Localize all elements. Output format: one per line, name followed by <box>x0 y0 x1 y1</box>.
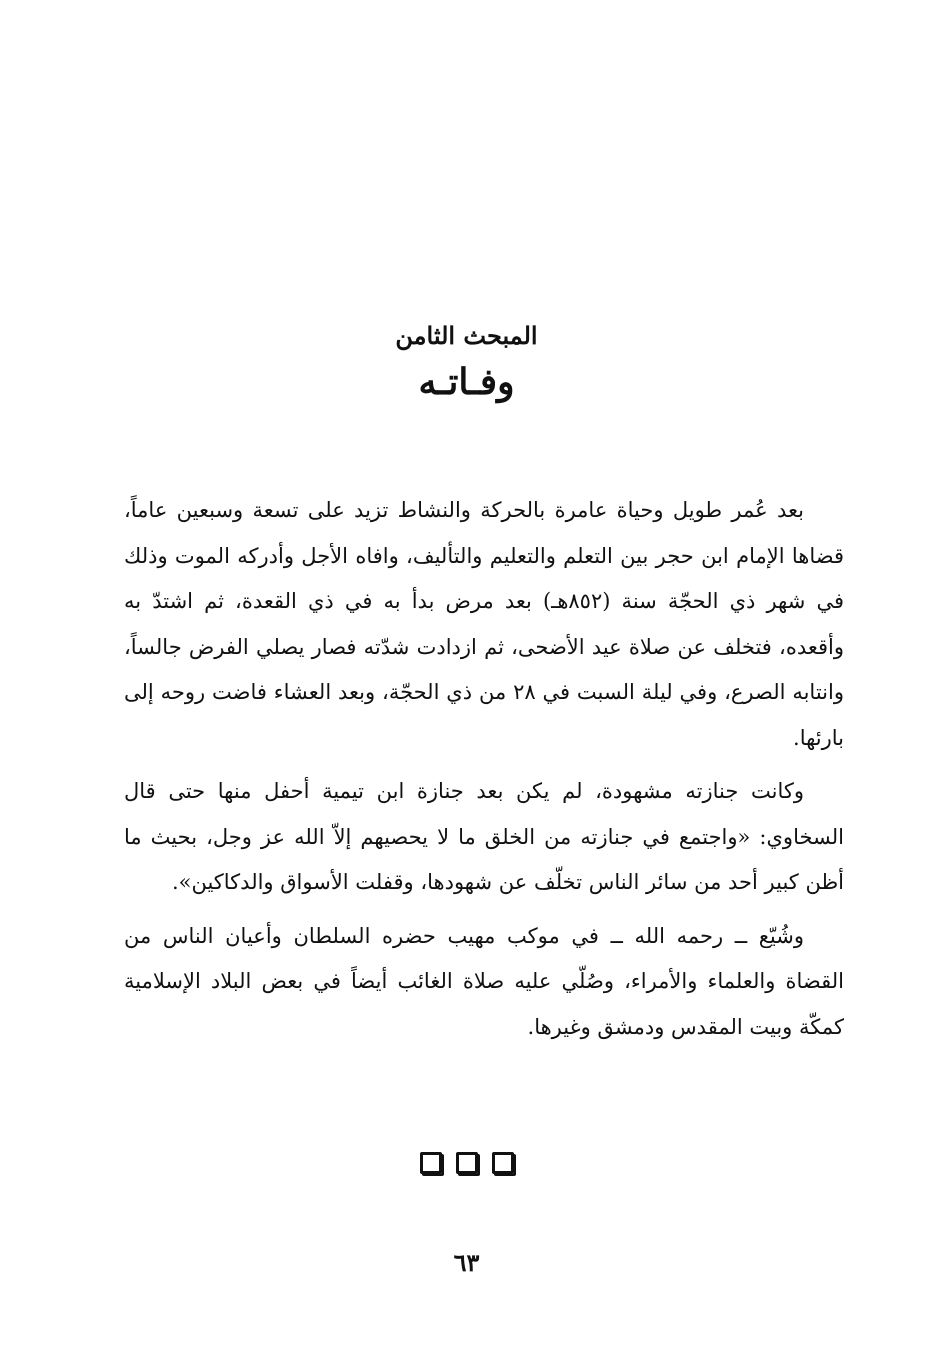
page-number: ٦٣ <box>453 1248 480 1277</box>
section-title: وفـاتـه <box>418 361 515 403</box>
section-separator <box>0 1152 933 1174</box>
paragraph-1: بعد عُمر طويل وحياة عامرة بالحركة والنشاط تزيد على تسعة وسبعين عاماً، قضاها الإمام ابن حجر بين التعلم والتعليم والتأليف، وافاه الأجل وأدركه الموت وذلك في شهر ذي الحجّة سنة (٨٥٢هـ) بعد مرض بدأ به في ذي القعدة، ثم اشتدّ به وأقعده، فتخلف عن صلاة عيد الأضحى، ثم ازدادت شدّته فصار يصلي الفرض جالساً، وانتابه الصرع، وفي ليلة السبت في ٢٨ من ذي الحجّة، وبعد العشاء فاضت روحه إلى بارئها. <box>124 498 844 750</box>
paragraph-3: وشُيّع ــ رحمه الله ــ في موكب مهيب حضره السلطان وأعيان الناس من القضاة والعلماء والأمراء، وصُلّي عليه صلاة الغائب أيضاً في بعض البلاد الإسلامية كمكّة وبيت المقدس ودمشق وغيرها. <box>124 923 844 1039</box>
separator-square-icon <box>420 1152 442 1174</box>
separator-square-icon <box>492 1152 514 1174</box>
chapter-heading <box>0 318 933 408</box>
section-label: المبحث الثامن <box>395 321 538 350</box>
paragraph-2: وكانت جنازته مشهودة، لم يكن بعد جنازة ابن تيمية أحفل منها حتى قال السخاوي: «واجتمع في جنازته من الخلق ما لا يحصيهم إلاّ الله عز وجل، بحيث ما أظن كبير أحد من سائر الناس تخلّف عن شهودها، وقفلت الأسواق والدكاكين». <box>124 779 844 894</box>
body-text <box>124 488 844 1058</box>
separator-square-icon <box>456 1152 478 1174</box>
